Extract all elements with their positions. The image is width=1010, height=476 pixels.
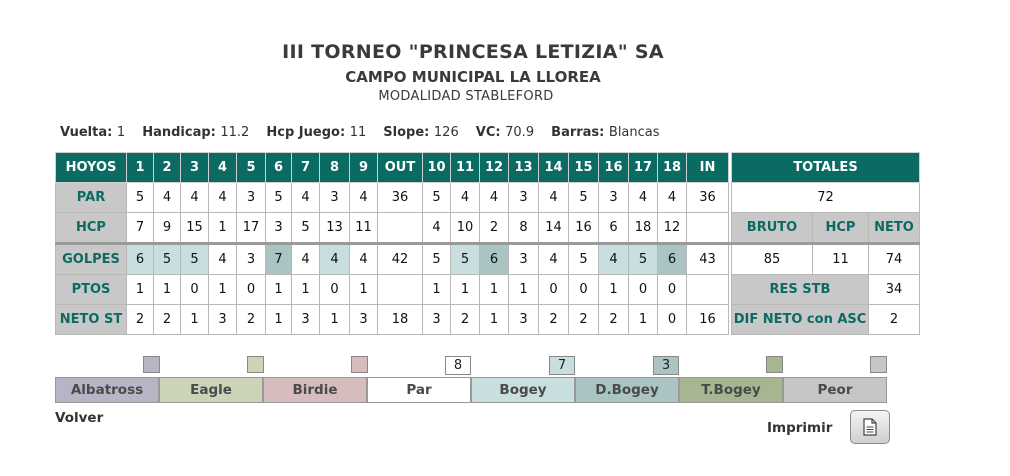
legend-par: Par [367, 377, 471, 403]
neto-cell: 18 [378, 305, 423, 335]
golpes-row-label: GOLPES [56, 244, 127, 275]
ptos-cell: 1 [350, 275, 378, 305]
hcp-cell: 8 [509, 213, 539, 244]
par-cell: 4 [350, 183, 378, 213]
ptos-cell: 0 [629, 275, 658, 305]
neto-cell: 3 [209, 305, 237, 335]
dif-neto-value: 2 [869, 305, 920, 335]
par-cell: 4 [292, 183, 320, 213]
legend-albatross: Albatross [55, 377, 159, 403]
ptos-cell [378, 275, 423, 305]
hole-header-1: 1 [127, 153, 154, 183]
hole-header-3: 3 [181, 153, 209, 183]
neto-cell: 2 [451, 305, 480, 335]
par-cell: 4 [181, 183, 209, 213]
hole-header-6: 6 [266, 153, 292, 183]
vuelta-value: 1 [116, 125, 126, 140]
par-cell: 5 [423, 183, 451, 213]
peor-swatch [870, 356, 887, 373]
hcp-cell: 17 [237, 213, 266, 244]
neto-cell: 2 [569, 305, 599, 335]
par-cell: 5 [127, 183, 154, 213]
dif-neto-label: DIF NETO con ASC [732, 305, 869, 335]
par-cell: 36 [687, 183, 729, 213]
vc-label: VC: [475, 125, 501, 140]
par-row [56, 183, 920, 213]
par-cell: 4 [539, 183, 569, 213]
tournament-title: III TORNEO "PRINCESA LETIZIA" SA [282, 41, 664, 63]
bogey-count: 7 [549, 356, 575, 375]
golpes-cell: 6 [127, 244, 154, 275]
par-cell: 3 [237, 183, 266, 213]
ptos-cell: 1 [127, 275, 154, 305]
hcp-juego-label: Hcp Juego: [266, 125, 346, 140]
neto-cell: 1 [629, 305, 658, 335]
hcp-total-value: 11 [813, 244, 869, 275]
neto-cell: 1 [480, 305, 509, 335]
golpes-row [56, 244, 920, 275]
hcp-cell: 3 [266, 213, 292, 244]
hcp-cell: 10 [451, 213, 480, 244]
hole-header-out: OUT [378, 153, 423, 183]
hole-header-2: 2 [154, 153, 181, 183]
document-icon [862, 418, 878, 436]
hole-header-12: 12 [480, 153, 509, 183]
hole-header-in: IN [687, 153, 729, 183]
hcp-cell: 12 [658, 213, 687, 244]
hole-header-14: 14 [539, 153, 569, 183]
hole-header-9: 9 [350, 153, 378, 183]
eagle-swatch [247, 356, 264, 373]
neto-cell: 2 [237, 305, 266, 335]
hcp-cell: 2 [480, 213, 509, 244]
par-cell: 4 [629, 183, 658, 213]
neto-cell: 2 [127, 305, 154, 335]
hcp-cell: 15 [181, 213, 209, 244]
neto-cell: 2 [154, 305, 181, 335]
imprimir-label: Imprimir [767, 420, 833, 436]
par-cell: 4 [480, 183, 509, 213]
hole-header-4: 4 [209, 153, 237, 183]
golpes-cell: 4 [599, 244, 629, 275]
par-cell: 5 [266, 183, 292, 213]
par-cell: 4 [451, 183, 480, 213]
scorecard-header-row [56, 153, 920, 183]
golpes-cell: 5 [423, 244, 451, 275]
neto-row-label: NETO ST [56, 305, 127, 335]
golpes-cell: 5 [629, 244, 658, 275]
par-cell: 3 [509, 183, 539, 213]
neto-cell: 16 [687, 305, 729, 335]
hole-header-5: 5 [237, 153, 266, 183]
par-total: 72 [732, 183, 920, 213]
hcp-cell: 1 [209, 213, 237, 244]
hcp-cell: 7 [127, 213, 154, 244]
neto-cell: 0 [658, 305, 687, 335]
hole-header-8: 8 [320, 153, 350, 183]
handicap-value: 11.2 [220, 125, 250, 140]
barras-value: Blancas [608, 125, 660, 140]
neto-cell: 1 [320, 305, 350, 335]
hcp-total-label: HCP [813, 213, 869, 244]
barras-label: Barras: [551, 125, 605, 140]
hole-header-13: 13 [509, 153, 539, 183]
scorecard-table [55, 152, 920, 335]
hcp-cell: 9 [154, 213, 181, 244]
hole-header-7: 7 [292, 153, 320, 183]
par-cell: 3 [320, 183, 350, 213]
print-button[interactable] [850, 410, 890, 444]
birdie-swatch [351, 356, 368, 373]
ptos-row-label: PTOS [56, 275, 127, 305]
golpes-cell: 3 [509, 244, 539, 275]
golpes-cell: 42 [378, 244, 423, 275]
hcp-juego-value: 11 [349, 125, 367, 140]
neto-cell: 2 [539, 305, 569, 335]
albatross-swatch [143, 356, 160, 373]
neto-cell: 3 [509, 305, 539, 335]
hole-header-16: 16 [599, 153, 629, 183]
hole-header-15: 15 [569, 153, 599, 183]
ptos-cell: 0 [569, 275, 599, 305]
neto-cell: 3 [350, 305, 378, 335]
round-info [60, 125, 660, 140]
golpes-cell: 5 [569, 244, 599, 275]
hcp-cell: 4 [423, 213, 451, 244]
golpes-cell: 6 [480, 244, 509, 275]
hoyos-header: HOYOS [56, 153, 127, 183]
hole-header-10: 10 [423, 153, 451, 183]
legend-dbogey: D.Bogey [575, 377, 679, 403]
dbogey-count: 3 [653, 356, 679, 375]
hcp-cell: 5 [292, 213, 320, 244]
hcp-cell: 16 [569, 213, 599, 244]
ptos-cell: 1 [599, 275, 629, 305]
neto-cell: 3 [423, 305, 451, 335]
par-row-label: PAR [56, 183, 127, 213]
par-cell: 5 [569, 183, 599, 213]
vuelta-label: Vuelta: [60, 125, 113, 140]
ptos-cell: 0 [181, 275, 209, 305]
golpes-cell: 4 [292, 244, 320, 275]
legend-birdie: Birdie [263, 377, 367, 403]
ptos-cell: 1 [266, 275, 292, 305]
golpes-cell: 3 [237, 244, 266, 275]
ptos-cell: 0 [539, 275, 569, 305]
hcp-cell [687, 213, 729, 244]
golpes-cell: 5 [451, 244, 480, 275]
par-count: 8 [445, 356, 471, 375]
hcp-cell: 11 [350, 213, 378, 244]
hole-header-17: 17 [629, 153, 658, 183]
par-cell: 36 [378, 183, 423, 213]
neto-cell: 1 [266, 305, 292, 335]
golpes-cell: 4 [539, 244, 569, 275]
neto-label: NETO [869, 213, 920, 244]
bruto-label: BRUTO [732, 213, 813, 244]
ptos-cell: 0 [320, 275, 350, 305]
ptos-cell: 0 [237, 275, 266, 305]
legend-eagle: Eagle [159, 377, 263, 403]
hcp-cell: 6 [599, 213, 629, 244]
legend-bogey: Bogey [471, 377, 575, 403]
res-stb-label: RES STB [732, 275, 869, 305]
legend-peor: Peor [783, 377, 887, 403]
game-mode: MODALIDAD STABLEFORD [378, 89, 554, 104]
hole-header-11: 11 [451, 153, 480, 183]
hcp-cell: 18 [629, 213, 658, 244]
volver-link[interactable]: Volver [55, 410, 104, 426]
tbogey-swatch [766, 356, 783, 373]
golpes-cell: 5 [154, 244, 181, 275]
ptos-cell: 1 [480, 275, 509, 305]
hcp-cell [378, 213, 423, 244]
par-cell: 3 [599, 183, 629, 213]
golpes-cell: 5 [181, 244, 209, 275]
res-stb-value: 34 [869, 275, 920, 305]
ptos-cell: 1 [509, 275, 539, 305]
score-legend [55, 377, 887, 403]
golpes-cell: 43 [687, 244, 729, 275]
neto-st-row [56, 305, 920, 335]
ptos-cell [687, 275, 729, 305]
neto-cell: 3 [292, 305, 320, 335]
bruto-value: 85 [732, 244, 813, 275]
hcp-row-label: HCP [56, 213, 127, 244]
par-cell: 4 [209, 183, 237, 213]
slope-label: Slope: [383, 125, 430, 140]
hcp-cell: 14 [539, 213, 569, 244]
totales-header: TOTALES [732, 153, 920, 183]
golpes-cell: 4 [320, 244, 350, 275]
course-name: CAMPO MUNICIPAL LA LLOREA [345, 68, 601, 86]
ptos-row [56, 275, 920, 305]
vc-value: 70.9 [505, 125, 535, 140]
slope-value: 126 [433, 125, 459, 140]
neto-value: 74 [869, 244, 920, 275]
ptos-cell: 1 [423, 275, 451, 305]
ptos-cell: 0 [658, 275, 687, 305]
neto-cell: 1 [181, 305, 209, 335]
par-cell: 4 [658, 183, 687, 213]
ptos-cell: 1 [451, 275, 480, 305]
golpes-cell: 4 [350, 244, 378, 275]
hole-header-18: 18 [658, 153, 687, 183]
hcp-cell: 13 [320, 213, 350, 244]
golpes-cell: 4 [209, 244, 237, 275]
hcp-row [56, 213, 920, 244]
handicap-label: Handicap: [142, 125, 216, 140]
legend-tbogey: T.Bogey [679, 377, 783, 403]
ptos-cell: 1 [209, 275, 237, 305]
ptos-cell: 1 [292, 275, 320, 305]
golpes-cell: 6 [658, 244, 687, 275]
golpes-cell: 7 [266, 244, 292, 275]
neto-cell: 2 [599, 305, 629, 335]
ptos-cell: 1 [154, 275, 181, 305]
par-cell: 4 [154, 183, 181, 213]
